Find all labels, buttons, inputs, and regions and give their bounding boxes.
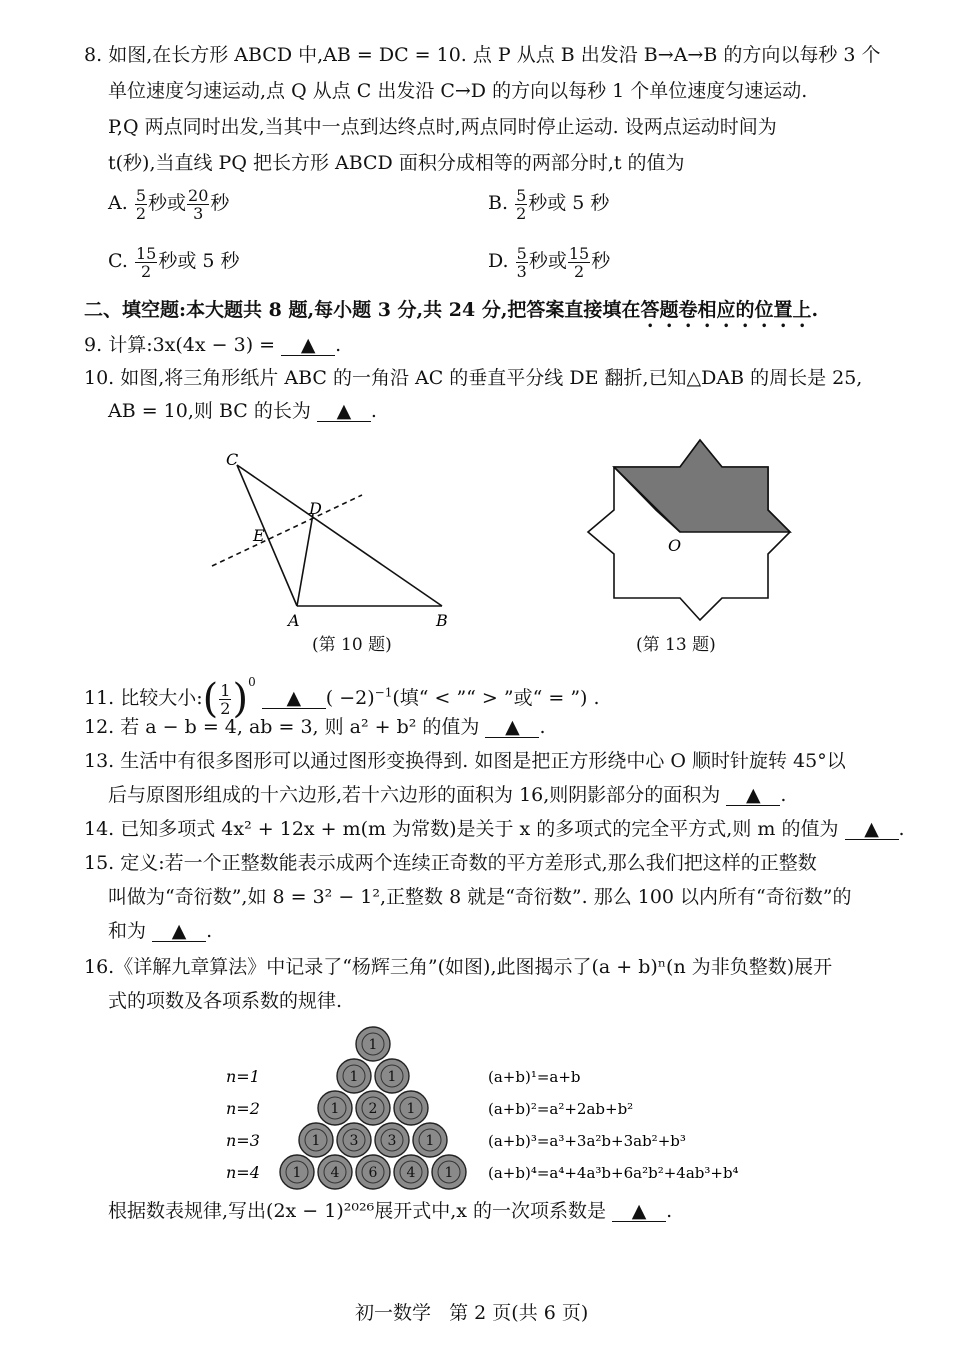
label-B: B bbox=[436, 611, 448, 630]
q15-line1: 15. 定义:若一个正整数能表示成两个连续正奇数的平方差形式,那么我们把这样的正整数 bbox=[84, 852, 817, 874]
q11: 11. 比较大小:( $\frac{1}{2}$ )$^0$ ▲ ( −2)$^{-1}$(填“ < ”“ > ”或“ = ”) . bbox=[84, 675, 600, 722]
q12-answer-blank[interactable]: ▲ bbox=[485, 717, 539, 738]
q16-line3: 根据数表规律,写出(2x − 1)²⁰²⁶展开式中,x 的一次项系数是 ▲ . bbox=[108, 1200, 673, 1222]
q8-option-b[interactable]: B. $\frac{5}{2}$ 秒或 5 秒 bbox=[488, 185, 610, 223]
triangle-cell-value: 1 bbox=[387, 1069, 397, 1085]
q8-number: 8. bbox=[84, 44, 103, 66]
figure-13-star bbox=[570, 430, 800, 630]
q16-line2: 式的项数及各项系数的规律. bbox=[108, 990, 343, 1012]
yang-hui-triangle-figure bbox=[220, 1022, 760, 1197]
q8-line1 bbox=[84, 42, 881, 68]
triangle-expansion: (a+b)³=a³+3a²b+3ab²+b³ bbox=[488, 1132, 686, 1150]
triangle-cell-value: 1 bbox=[406, 1101, 416, 1117]
triangle-cell-value: 4 bbox=[330, 1165, 340, 1181]
triangle-cell-value: 1 bbox=[330, 1101, 340, 1117]
q16-line1: 16.《详解九章算法》中记录了“杨辉三角”(如图),此图揭示了(a + b)ⁿ(n 为非负整数)展开 bbox=[84, 956, 833, 978]
figure-10-caption: (第 10 题) bbox=[312, 635, 392, 655]
q8-line2: 单位速度匀速运动,点 Q 从点 C 出发沿 C→D 的方向以每秒 1 个单位速度匀速运动. bbox=[108, 80, 808, 102]
q9: 9. 计算:3x(4x − 3) = ▲ . bbox=[84, 334, 342, 356]
q8-option-a[interactable]: A. $\frac{5}{2}$ 秒或 $\frac{20}{3}$ 秒 bbox=[108, 185, 230, 223]
label-O: O bbox=[668, 536, 682, 555]
section-2-heading: 二、填空题:本大题共 8 题,每小题 3 分,共 24 分,把答案直接填在答题卷相应的位置上. bbox=[84, 299, 819, 321]
q11-answer-blank[interactable]: ▲ bbox=[262, 688, 326, 709]
q13-line2: 后与原图形组成的十六边形,若十六边形的面积为 16,则阴影部分的面积为 ▲ . bbox=[108, 784, 787, 806]
triangle-row-label: n=4 bbox=[226, 1163, 260, 1182]
q8-line4: t(秒),当直线 PQ 把长方形 ABCD 面积分成相等的两部分时,t 的值为 bbox=[108, 152, 685, 174]
triangle-cell-value: 1 bbox=[425, 1133, 435, 1149]
q9-answer-blank[interactable]: ▲ bbox=[281, 335, 335, 356]
triangle-cell-value: 3 bbox=[349, 1133, 359, 1149]
triangle-expansion: (a+b)²=a²+2ab+b² bbox=[488, 1100, 634, 1118]
triangle-expansion: (a+b)⁴=a⁴+4a³b+6a²b²+4ab³+b⁴ bbox=[488, 1164, 739, 1182]
page-footer: 初一数学 第 2 页(共 6 页) bbox=[355, 1302, 589, 1324]
q14: 14. 已知多项式 4x² + 12x + m(m 为常数)是关于 x 的多项式的完全平方式,则 m 的值为 ▲ . bbox=[84, 818, 905, 840]
q16-answer-blank[interactable]: ▲ bbox=[612, 1201, 666, 1222]
triangle-cell-value: 2 bbox=[368, 1101, 378, 1117]
label-C: C bbox=[226, 450, 239, 469]
label-D: D bbox=[309, 499, 322, 518]
triangle-cell-value: 1 bbox=[311, 1133, 321, 1149]
label-E: E bbox=[253, 526, 265, 545]
triangle-cell-value: 6 bbox=[368, 1165, 378, 1181]
q10-answer-blank[interactable]: ▲ bbox=[317, 401, 371, 422]
triangle-cell-value: 4 bbox=[406, 1165, 416, 1181]
triangle-cell-value: 1 bbox=[368, 1037, 378, 1053]
q14-answer-blank[interactable]: ▲ bbox=[845, 819, 899, 840]
q13-line1: 13. 生活中有很多图形可以通过图形变换得到. 如图是把正方形绕中心 O 顺时针旋转 45°以 bbox=[84, 750, 846, 772]
q8-option-c[interactable]: C. $\frac{15}{2}$ 秒或 5 秒 bbox=[108, 243, 240, 281]
q15-line3: 和为 ▲ . bbox=[108, 920, 213, 942]
triangle-cell-value: 1 bbox=[349, 1069, 359, 1085]
triangle-cell-value: 1 bbox=[444, 1165, 454, 1181]
triangle-cell-value: 1 bbox=[292, 1165, 302, 1181]
q8-line3: P,Q 两点同时出发,当其中一点到达终点时,两点同时停止运动. 设两点运动时间为 bbox=[108, 116, 777, 138]
label-A: A bbox=[288, 611, 300, 630]
q15-line2: 叫做为“奇衍数”,如 8 = 3² − 1²,正整数 8 就是“奇衍数”. 那么 100 以内所有“奇衍数”的 bbox=[108, 886, 852, 908]
q8-option-d[interactable]: D. $\frac{5}{3}$ 秒或 $\frac{15}{2}$ 秒 bbox=[488, 243, 611, 281]
figure-13-caption: (第 13 题) bbox=[636, 635, 716, 655]
q10-line2: AB = 10,则 BC 的长为 ▲ . bbox=[108, 400, 377, 422]
q15-answer-blank[interactable]: ▲ bbox=[152, 921, 206, 942]
triangle-expansion: (a+b)¹=a+b bbox=[488, 1068, 581, 1086]
q8-text-1: 如图,在长方形 ABCD 中,AB = DC = 10. 点 P 从点 B 出发沿 B→A→B 的方向以每秒 3 个 bbox=[108, 44, 881, 66]
triangle-cell-value: 3 bbox=[387, 1133, 397, 1149]
q13-answer-blank[interactable]: ▲ bbox=[726, 785, 780, 806]
q10-line1: 10. 如图,将三角形纸片 ABC 的一角沿 AC 的垂直平分线 DE 翻折,已知△DAB 的周长是 25, bbox=[84, 367, 863, 389]
q12: 12. 若 a − b = 4, ab = 3, 则 a² + b² 的值为 ▲ . bbox=[84, 716, 546, 738]
figure-10-triangle bbox=[200, 440, 480, 635]
triangle-row-label: n=1 bbox=[226, 1067, 260, 1086]
triangle-row-label: n=3 bbox=[226, 1131, 260, 1150]
triangle-row-label: n=2 bbox=[226, 1099, 260, 1118]
